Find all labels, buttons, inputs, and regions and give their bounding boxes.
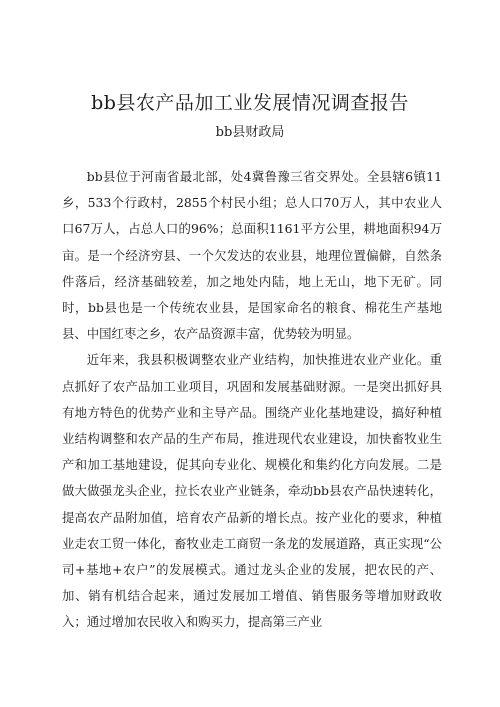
paragraph: 近年来，我县积极调整农业产业结构，加快推进农业产业化。重点抓好了农产品加工业项目，巩固和发展基础财源。一是突出抓好具有地方特色的优势产业和主导产品。围绕产业化基地建设，搞好种植业结构调整和农产品的生产布局，推进现代农业建设，加快畜牧业生产和加工基地建设，促其向专业化、规模化和集约化方向发展。二是做大做强龙头企业，拉长农业产业链条，牵动bb县农产品快速转化，提高农产品附加值，培育农产品新的增长点。按产业化的要求，种植业走农工贸一体化，畜牧业走工商贸一条龙的发展道路，真正实现“公司+基地+农户”的发展模式。通过龙头企业的发展，把农民的产、加、销有机结合起来，通过发展加工增值、销售服务等增加财政收入；通过增加农民收入和购买力，提高第三产业 xyxy=(62,352,442,630)
document-author: bb县财政局 xyxy=(215,125,285,140)
document-title: bb县农产品加工业发展情况调查报告 xyxy=(91,92,409,114)
paragraph: bb县位于河南省最北部，处4冀鲁豫三省交界处。全县辖6镇11乡，533个行政村，2855个村民小组；总人口70万人，其中农业人口67万人，占总人口的96%；总面积1161平方公里，耕地面积94万亩。是一个经济穷县、一个欠发达的农业县，地理位置偏僻，自然条件落后，经济基础较差，加之地处内陆，地上无山，地下无矿。同时，bb县也是一个传统农业县，是国家命名的粮食、棉花生产基地县、中国红枣之乡，农产品资源丰富，优势较为明显。 xyxy=(62,169,442,342)
document-body xyxy=(62,164,442,636)
